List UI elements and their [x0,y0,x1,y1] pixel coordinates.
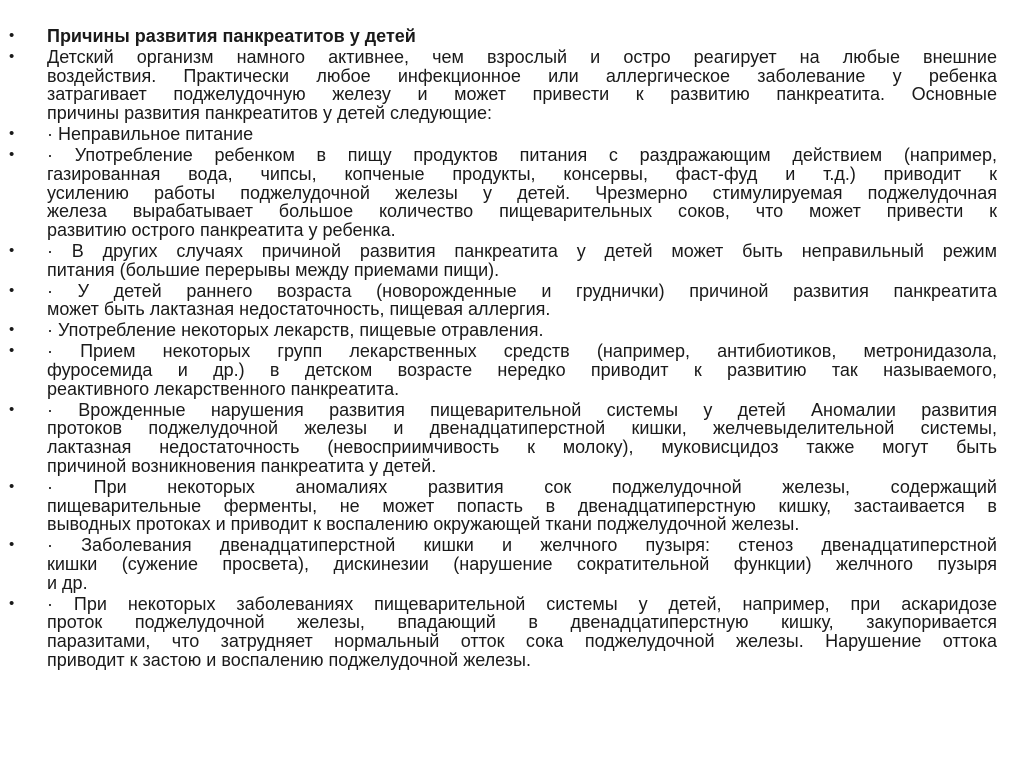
text-line: выводных протоках и приводит к воспалению окружающей ткани поджелудочной железы. [47,514,800,535]
list-item [0,342,997,398]
bullet-icon: • [9,48,15,65]
list-item [0,595,997,670]
text-line: кишки (сужение просвета), дискинезии (нарушение сократительной функции) желчного пузыря [47,553,997,574]
list-item [0,321,997,340]
list-item [0,401,997,476]
bullet-list [0,27,1024,672]
bullet-icon: • [9,342,15,360]
text-line: причиной возникновения панкреатита у детей. [47,455,437,476]
bullet-icon: • [9,321,15,339]
text-line: питания (большие перерывы между приемами пищи). [47,259,500,280]
bullet-icon: • [9,281,15,299]
bullet-icon: • [9,241,15,259]
text-line: может быть лактазная недостаточность, пищевая аллергия. [47,299,551,320]
text-line: затрагивает поджелудочную железу и может привести к развитию панкреатита. Основные [47,84,997,105]
list-item [0,125,997,144]
text-line: лактазная недостаточность (невосприимчивость к молоку), муковисцидоз также могут быть [47,437,997,458]
text-line: газированная вода, чипсы, копченые продукты, консервы, фаст-фуд и т.д.) приводит к [47,163,997,184]
text-line: · При некоторых аномалиях развития сок поджелудочной железы, содержащий [47,476,997,497]
text-line: · В других случаях причиной развития панкреатита у детей может быть неправильный режим [47,240,997,261]
text-line: усилению работы поджелудочной железы у детей. Чрезмерно стимулируемая поджелудочная [47,182,997,203]
bullet-icon: • [9,594,15,612]
text-line: · Прием некоторых групп лекарственных средств (например, антибиотиков, метронидазола, [47,341,997,362]
text-line: причины развития панкреатитов у детей следующие: [47,103,493,124]
list-item [0,536,997,592]
text-line: пищеварительные ферменты, не может попасть в двенадцатиперстную кишку, застаивается в [47,495,997,516]
text-line: реактивного лекарственного панкреатита. [47,378,400,399]
text-line: фуросемида и др.) в детском возрасте нередко приводит к развитию так называемого, [47,360,997,381]
bullet-icon: • [9,125,15,143]
text-line: Детский организм намного активнее, чем взрослый и остро реагирует на любые внешние [47,47,997,67]
text-line: · Неправильное питание [47,124,254,145]
slide-title [0,27,997,46]
text-line: · Употребление некоторых лекарств, пищевые отравления. [47,320,544,341]
text-line: проток поджелудочной железы, впадающий в двенадцатиперстную кишку, закупоривается [47,612,997,633]
list-item [0,48,997,123]
text-line: приводит к застою и воспалению поджелудочной железы. [47,649,531,670]
bullet-icon: • [9,400,15,418]
bullet-icon: • [9,477,15,495]
list-item [0,242,997,279]
text-line: · При некоторых заболеваниях пищеварительной системы у детей, например, при аскаридозе [47,593,997,614]
text-line: протоков поджелудочной железы и двенадцатиперстной кишки, желчевыделительной системы, [47,418,997,439]
text-line: Причины развития панкреатитов у детей [47,26,416,46]
bullet-icon: • [9,536,15,554]
text-line: · Заболевания двенадцатиперстной кишки и желчного пузыря: стеноз двенадцатиперстной [47,535,997,556]
bullet-icon: • [9,146,15,164]
text-line: · Врожденные нарушения развития пищеварительной системы у детей Аномалии развития [47,399,997,420]
bullet-icon: • [9,27,15,44]
text-line: · У детей раннего возраста (новорожденные и груднички) причиной развития панкреатита [47,280,997,301]
list-item [0,478,997,534]
text-line: и др. [47,572,88,593]
text-line: железа вырабатывает большое количество пищеварительных соков, что может привести к [47,201,997,222]
list-item [0,282,997,319]
list-item [0,146,997,240]
text-line: воздействия. Практически любое инфекционное или аллергическое заболевание у ребенка [47,65,997,86]
text-line: · Употребление ребенком в пищу продуктов питания с раздражающим действием (например, [47,145,997,166]
text-line: паразитами, что затрудняет нормальный отток сока поджелудочной железы. Нарушение оттока [47,631,997,652]
text-line: развитию острого панкреатита у ребенка. [47,219,396,240]
